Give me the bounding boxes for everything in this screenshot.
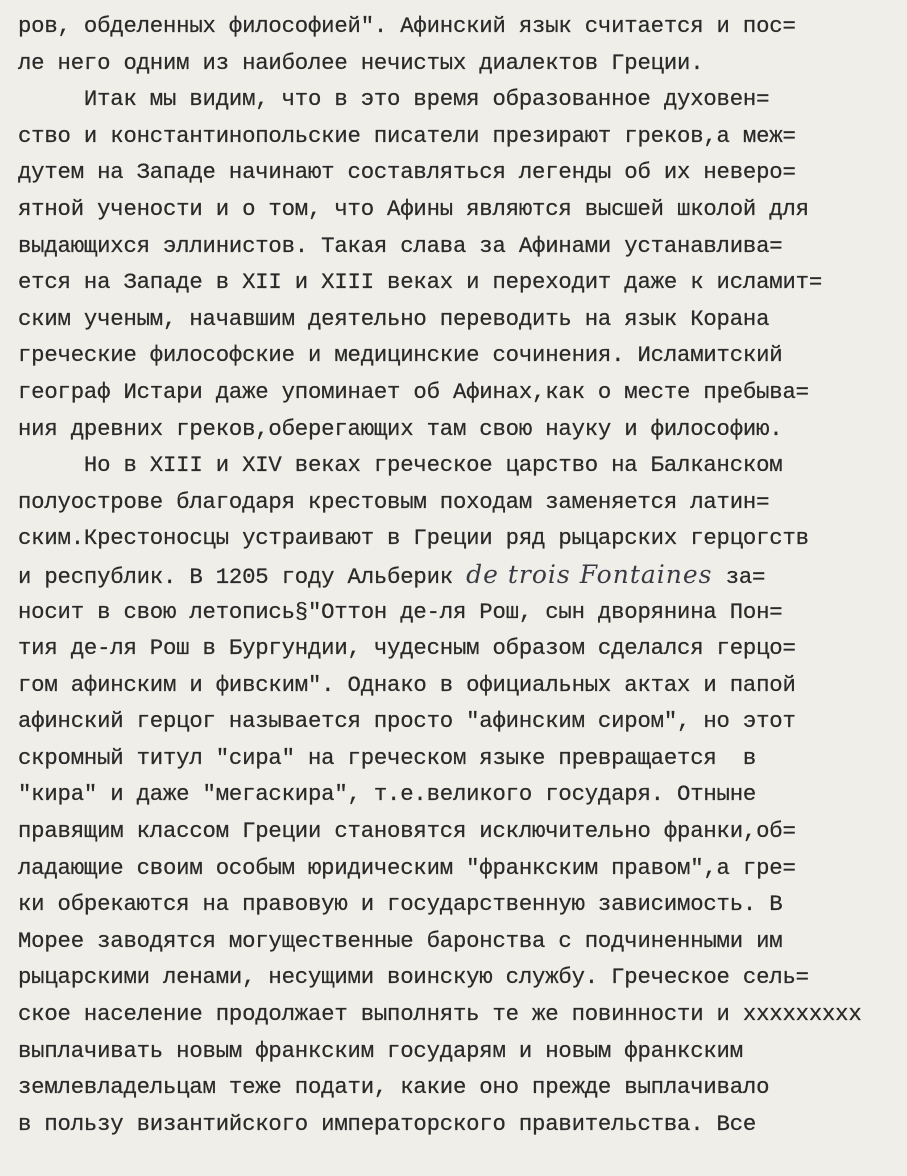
text-line: ство и константинопольские писатели презирают греков,а меж= — [18, 122, 796, 149]
text-segment: и республик. В 1205 году Альберик — [18, 563, 467, 590]
text-line: носит в свою летопись§"Оттон де-ля Рош, сын дворянина Пон= — [18, 598, 783, 625]
text-line: ется на Западе в XII и XIII веках и переходит даже к исламит= — [18, 269, 822, 296]
text-line: гом афинским и фивским". Однако в официальных актах и папой — [18, 671, 796, 698]
text-line: дутем на Западе начинают составляться легенды об их невеpo= — [18, 159, 796, 186]
handwritten-insertion: de trois Fontaines — [466, 559, 713, 589]
text-line: ятной учености и о том, что Афины являются высшей школой для — [18, 195, 809, 222]
text-line: полуострове благодаря крестовым походам заменяется латин= — [18, 488, 770, 515]
text-line: "кира" и даже "мегаскира", т.е.великого государя. Отныне — [18, 781, 757, 808]
text-line: правящим классом Греции становятся исключительно франки,об= — [18, 818, 796, 845]
text-line: ское население продолжает выполнять те же повинности и xxxxxxxxx — [18, 1001, 862, 1028]
text-line: тия де-ля Рош в Бургундии, чудесным образом сделался герцо= — [18, 635, 796, 662]
text-line: землевладельцам теже подати, какие оно прежде выплачивало — [18, 1074, 770, 1101]
text-line: выплачивать новым франкским государям и новым франкским — [18, 1037, 743, 1064]
text-line: ладающие своим особым юридическим "франкским правом",а гре= — [18, 854, 796, 881]
text-line: рыцарскими ленами, несущими воинскую службу. Греческое сель= — [18, 964, 809, 991]
text-line: ским.Крестоносцы устраивают в Греции ряд рыцарских герцогств — [18, 525, 809, 552]
text-line-with-handwriting — [18, 557, 898, 594]
text-line: Но в XIII и XIV веках греческое царство на Балканском — [18, 452, 783, 479]
text-segment: за= — [712, 563, 766, 590]
text-line: ским ученым, начавшим деятельно переводить на язык Корана — [18, 305, 770, 332]
text-line: выдающихся эллинистов. Такая слава за Афинами устанавлива= — [18, 232, 783, 259]
text-line: скромный титул "сира" на греческом языке превращается в — [18, 744, 757, 771]
text-line: ки обрекаются на правовую и государственную зависимость. В — [18, 891, 783, 918]
text-line: греческие философские и медицинские сочинения. Исламитский — [18, 342, 783, 369]
text-line: ле него одним из наиболее нечистых диалектов Греции. — [18, 49, 704, 76]
text-line: географ Истари даже упоминает об Афинах,как о месте пребыва= — [18, 378, 809, 405]
text-line: Морее заводятся могущественные баронства с подчиненными им — [18, 927, 783, 954]
text-line: афинский герцог называется просто "афинским сиром", но этот — [18, 708, 796, 735]
text-line: Итак мы видим, что в это время образованное духовен= — [18, 86, 770, 113]
text-line: в пользу византийского императорского правительства. Все — [18, 1110, 757, 1137]
text-line: ния древних греков,оберегающих там свою науку и философию. — [18, 415, 783, 442]
text-line: ров, обделенных философией". Афинский язык считается и пос= — [18, 13, 796, 39]
page-text — [18, 8, 898, 1142]
